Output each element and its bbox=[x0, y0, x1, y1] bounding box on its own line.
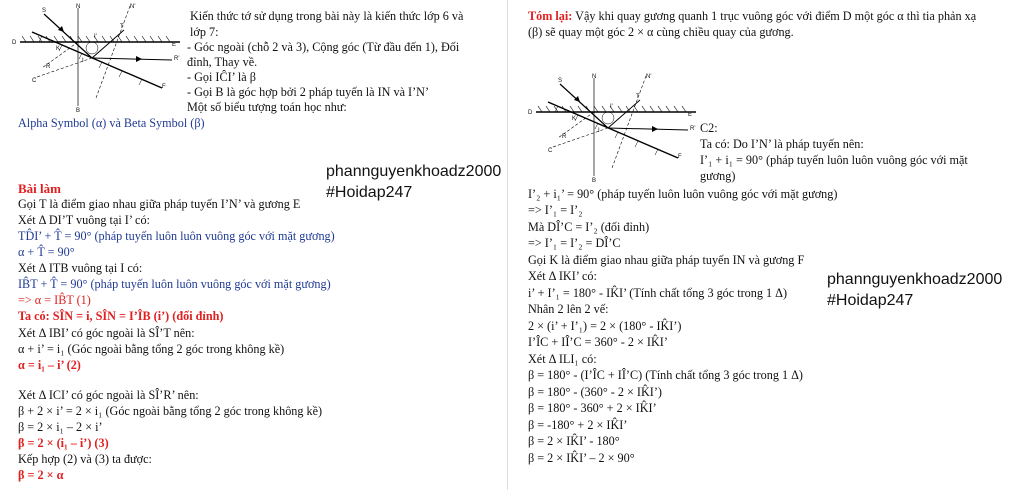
right-line: Gọi K là điểm giao nhau giữa pháp tuyến IN và gương F bbox=[528, 253, 805, 267]
mirror-reflection-diagram-right bbox=[528, 72, 704, 184]
watermark-username: phannguyenkhoadz2000 bbox=[326, 163, 502, 180]
right-line: β = -180° + 2 × IK̂I’ bbox=[528, 418, 628, 432]
solution-line: => α = IB̂T (1) bbox=[18, 293, 91, 307]
summary-text: Vậy khi quay gương quanh 1 trục vuông góc với điểm D một góc α thì tia phản xạ bbox=[572, 9, 977, 23]
svg-text:B: B bbox=[76, 108, 81, 114]
c2-line: I’₁ + i₁ = 90° (pháp tuyến luôn luôn vuông góc với mặt bbox=[700, 153, 968, 167]
summary-line bbox=[528, 8, 976, 24]
summary-line-2: (β) sẽ quay một góc 2 × α cùng chiều quay của gương. bbox=[528, 25, 794, 39]
watermark-hashtag: #Hoidap247 bbox=[326, 184, 413, 201]
solution-line: α = i₁ – i’ (2) bbox=[18, 358, 81, 372]
svg-text:R: R bbox=[562, 134, 567, 140]
svg-text:N: N bbox=[592, 74, 597, 80]
right-line: β = 180° - (360° - 2 × IK̂I’) bbox=[528, 385, 662, 399]
solution-line: Xét Δ IBI’ có góc ngoài là SÎ’T nên: bbox=[18, 326, 195, 340]
svg-text:T: T bbox=[636, 94, 640, 100]
right-line: 2 × (i’ + I’₁) = 2 × (180° - IK̂I’) bbox=[528, 319, 682, 333]
intro-line: - Gọi B là góc hợp bởi 2 pháp tuyến là IN và I’N’ bbox=[187, 85, 430, 99]
column-divider bbox=[507, 0, 508, 490]
solution-line: α + T̂ = 90° bbox=[18, 245, 75, 259]
intro-line: Một số biểu tượng toán học như: bbox=[187, 100, 347, 114]
c2-line: C2: bbox=[700, 121, 718, 135]
solution-line: Xét Δ DI’T vuông tại I’ có: bbox=[18, 213, 150, 227]
solution-line: Kếp hợp (2) và (3) ta được: bbox=[18, 452, 152, 466]
mirror-reflection-diagram-left bbox=[12, 2, 188, 114]
svg-text:E: E bbox=[172, 42, 177, 48]
solution-line: TD̂I’ + T̂ = 90° (pháp tuyến luôn luôn vuông góc với mặt gương) bbox=[18, 229, 335, 243]
summary-label: Tóm lại: bbox=[528, 9, 573, 23]
svg-text:I': I' bbox=[610, 104, 613, 110]
svg-text:S: S bbox=[558, 78, 563, 84]
solution-line: Ta có: SÎN = i, SÎN = I’ÎB (i’) (đối đỉnh) bbox=[18, 309, 224, 323]
solution-line: β + 2 × i’ = 2 × i₁ (Góc ngoài bằng tổng 2 góc trong không kề) bbox=[18, 404, 323, 418]
svg-text:C: C bbox=[32, 78, 37, 84]
svg-text:N: N bbox=[76, 4, 81, 10]
right-line: Mà DÎ’C = I’₂ (đối đỉnh) bbox=[528, 220, 650, 234]
solution-line: Gọi T là điểm giao nhau giữa pháp tuyến I’N’ và gương E bbox=[18, 197, 301, 211]
solution-line: β = 2 × i₁ – 2 × i’ bbox=[18, 420, 103, 434]
intro-line: - Góc ngoài (chỗ 2 và 3), Cộng góc (Từ đầu đến 1), Đối bbox=[187, 40, 460, 54]
svg-text:I: I bbox=[598, 128, 600, 134]
svg-text:T: T bbox=[120, 24, 124, 30]
watermark-hashtag-right: #Hoidap247 bbox=[827, 292, 914, 309]
c2-line: Ta có: Do I’N’ là pháp tuyến nên: bbox=[700, 137, 864, 151]
solution-line: Xét Δ ICI’ có góc ngoài là SÎ’R’ nên: bbox=[18, 388, 199, 402]
solution-line: β = 2 × (i₁ – i’) (3) bbox=[18, 436, 109, 450]
intro-line: Kiến thức tớ sử dụng trong bài này là kiến thức lớp 6 và bbox=[190, 9, 464, 23]
right-line: I’ÎC + IÎ’C = 360° - 2 × IK̂I’ bbox=[528, 335, 668, 349]
solution-line: IB̂T + T̂ = 90° (pháp tuyến luôn luôn vuông góc với mặt gương) bbox=[18, 277, 331, 291]
right-line: β = 2 × IK̂I’ – 2 × 90° bbox=[528, 451, 635, 465]
right-line: Xét Δ IKI’ có: bbox=[528, 269, 597, 283]
right-line: Xét Δ ILI₁ có: bbox=[528, 352, 597, 366]
symbols-note: Alpha Symbol (α) và Beta Symbol (β) bbox=[18, 116, 205, 130]
svg-text:D: D bbox=[12, 40, 17, 46]
svg-text:K: K bbox=[572, 116, 577, 122]
svg-text:N': N' bbox=[646, 74, 652, 80]
right-line: β = 2 × IK̂I’ - 180° bbox=[528, 434, 620, 448]
solution-heading: Bài làm bbox=[18, 181, 61, 196]
solution-line: α + i’ = i₁ (Góc ngoài bằng tổng 2 góc trong không kề) bbox=[18, 342, 285, 356]
svg-text:F: F bbox=[678, 154, 682, 160]
svg-text:B: B bbox=[592, 178, 597, 184]
svg-text:N': N' bbox=[130, 4, 136, 10]
intro-line: lớp 7: bbox=[190, 25, 219, 39]
solution-line: β = 2 × α bbox=[18, 468, 64, 482]
watermark-username-right: phannguyenkhoadz2000 bbox=[827, 271, 1003, 288]
right-line: i’ + I’₁ = 180° - IK̂I’ (Tính chất tổng 3 góc trong 1 Δ) bbox=[528, 286, 788, 300]
svg-text:E: E bbox=[688, 112, 693, 118]
svg-text:R': R' bbox=[174, 56, 180, 62]
svg-text:S: S bbox=[42, 8, 47, 14]
solution-line: Xét Δ ITB vuông tại I có: bbox=[18, 261, 143, 275]
svg-text:K: K bbox=[56, 46, 61, 52]
intro-line: đỉnh, Thay về. bbox=[187, 55, 258, 69]
right-line: I’₂ + i₁’ = 90° (pháp tuyến luôn luôn vuông góc với mặt gương) bbox=[528, 187, 838, 201]
right-line: β = 180° - (I’ÎC + IÎ’C) (Tính chất tổng 3 góc trong 1 Δ) bbox=[528, 368, 803, 382]
svg-text:R: R bbox=[46, 64, 51, 70]
svg-text:I: I bbox=[82, 58, 84, 64]
svg-text:D: D bbox=[528, 110, 533, 116]
svg-text:I': I' bbox=[94, 34, 97, 40]
right-line: => I’₁ = I’₂ bbox=[528, 203, 583, 217]
intro-line: - Gọi IĈI’ là β bbox=[187, 70, 256, 84]
right-line: => I’₁ = I’₂ = DÎ’C bbox=[528, 236, 621, 250]
right-line: β = 180° - 360° + 2 × IK̂I’ bbox=[528, 401, 657, 415]
c2-line: gương) bbox=[700, 169, 736, 183]
svg-text:R': R' bbox=[690, 126, 696, 132]
svg-text:C: C bbox=[548, 148, 553, 154]
right-line: Nhân 2 lên 2 vế: bbox=[528, 302, 609, 316]
svg-text:F: F bbox=[162, 84, 166, 90]
